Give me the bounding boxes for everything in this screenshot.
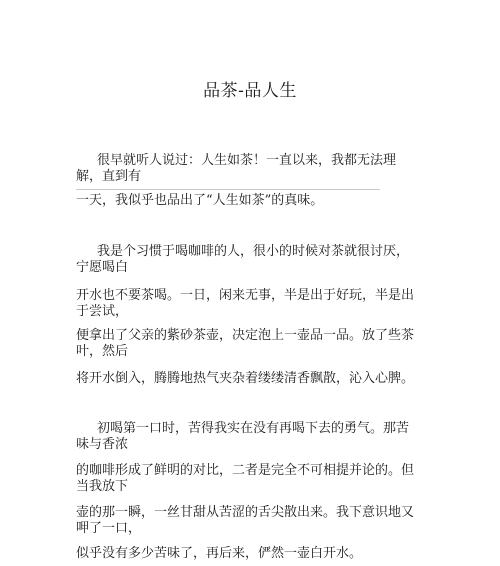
text-line: 味与香浓 xyxy=(76,437,129,452)
text-line: 当我放下 xyxy=(76,479,129,494)
text-line: 解，直到有 xyxy=(76,169,142,184)
text-line: 于尝试， xyxy=(76,304,129,319)
text-line: 的咖啡形成了鲜明的对比，二者是完全不可相提并论的。但 xyxy=(76,463,415,478)
text-line: 将开水倒入，腾腾地热气夹杂着缕缕清香飘散，沁入心脾。 xyxy=(76,371,415,386)
document-title: 品茶-品人生 xyxy=(203,81,297,101)
text-line: 似乎没有多少苦味了，再后来，俨然一壶白开水。 xyxy=(76,546,363,561)
text-line: 叶，然后 xyxy=(76,344,129,359)
text-line: 宁愿喝白 xyxy=(76,260,129,275)
text-line: 很早就听人说过：人生如茶！一直以来，我都无法理 xyxy=(97,153,397,168)
text-line: 我是个习惯于喝咖啡的人，很小的时候对茶就很讨厌， xyxy=(97,244,410,259)
text-line: 呷了一口， xyxy=(76,521,142,536)
text-line: 壶的那一瞬，一丝甘甜从苦涩的舌尖散出来。我下意识地又 xyxy=(76,505,415,520)
text-line: 初喝第一口时，苦得我实在没有再喝下去的勇气。那苦 xyxy=(97,421,410,436)
text-line: 开水也不要茶喝。一日，闲来无事，半是出于好玩，半是出 xyxy=(76,288,415,303)
text-line: 一天，我似乎也品出了“人生如茶”的真味。 xyxy=(76,193,324,208)
text-line: 便拿出了父亲的紫砂茶壶，决定泡上一壶品一品。放了些茶 xyxy=(76,328,415,343)
page-divider xyxy=(76,189,380,190)
